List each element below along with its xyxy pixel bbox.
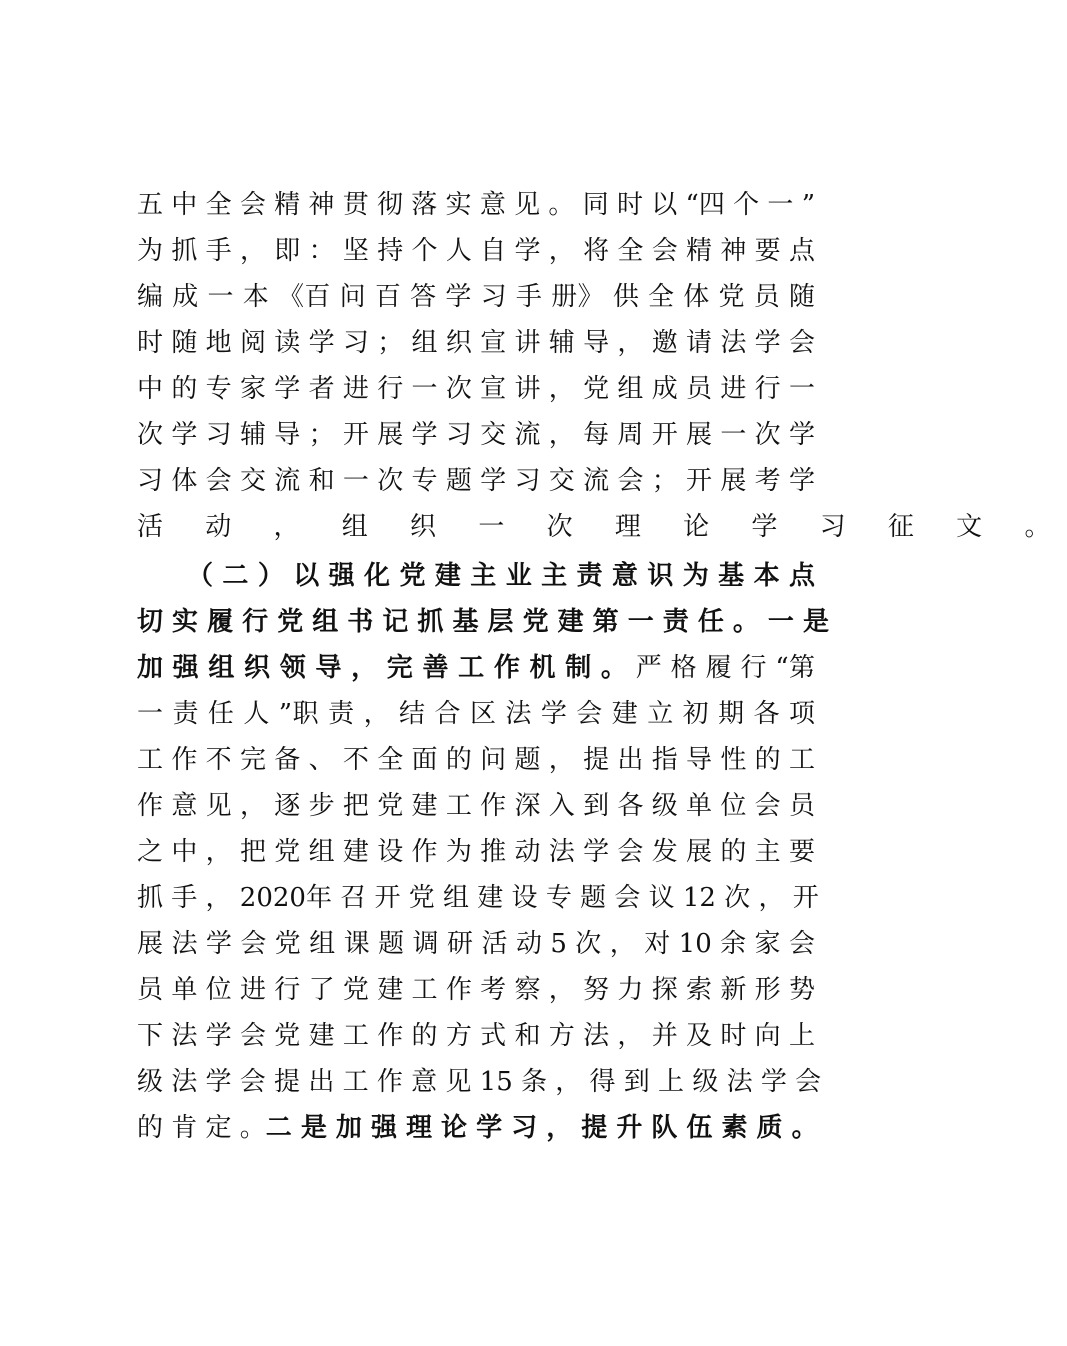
section-heading-continued: 切 实 履 行 党 组 书 记 抓 基 层 党 建 第 一 责 任 。 一 是 — [137, 607, 829, 637]
bold-phrase: 二 是 加 强 理 论 学 习 ， 提 升 队 伍 素 质 。 — [265, 1113, 818, 1143]
text-line: 习 体 会 交 流 和 一 次 专 题 学 习 交 流 会 ； 开 展 考 学 — [137, 466, 815, 496]
text-line: 下 法 学 会 党 建 工 作 的 方 式 和 方 法 ， 并 及 时 向 上 — [137, 1021, 815, 1051]
bold-phrase: 加 强 组 织 领 导 ， 完 善 工 作 机 制 。 — [137, 653, 628, 683]
text-line: 中 的 专 家 学 者 进 行 一 次 宣 讲 ， 党 组 成 员 进 行 一 — [137, 374, 815, 404]
normal-phrase: 的 肯 定 。 — [137, 1113, 266, 1143]
text-line: 级 法 学 会 提 出 工 作 意 见 15 条 ， 得 到 上 级 法 学 会 — [137, 1067, 822, 1097]
text-line-mixed — [137, 1105, 818, 1151]
text-line: 一 责 任 人 ”职 责 ， 结 合 区 法 学 会 建 立 初 期 各 项 — [137, 699, 815, 729]
text-line: 作 意 见 ， 逐 步 把 党 建 工 作 深 入 到 各 级 单 位 会 员 — [137, 791, 815, 821]
text-line: 员 单 位 进 行 了 党 建 工 作 考 察 ， 努 力 探 索 新 形 势 — [137, 975, 815, 1005]
normal-phrase: 严 格 履 行 “第 — [627, 653, 815, 683]
text-line: 活 动 ， 组 织 一 次 理 论 学 习 征 文 。 — [137, 512, 1067, 542]
text-line: 五 中 全 会 精 神 贯 彻 落 实 意 见 。 同 时 以 “四 个 一 ” — [137, 190, 815, 220]
section-heading: （ 二 ） 以 强 化 党 建 主 业 主 责 意 识 为 基 本 点 — [187, 561, 815, 591]
text-line: 展 法 学 会 党 组 课 题 调 研 活 动 5 次 ， 对 10 余 家 会 — [137, 929, 815, 959]
text-line: 为 抓 手 ， 即 ： 坚 持 个 人 自 学 ， 将 全 会 精 神 要 点 — [137, 236, 815, 266]
text-line: 时 随 地 阅 读 学 习 ； 组 织 宣 讲 辅 导 ， 邀 请 法 学 会 — [137, 328, 815, 358]
text-line: 工 作 不 完 备 、 不 全 面 的 问 题 ， 提 出 指 导 性 的 工 — [137, 745, 815, 775]
text-line: 之 中 ， 把 党 组 建 设 作 为 推 动 法 学 会 发 展 的 主 要 — [137, 837, 815, 867]
text-line: 抓 手 ， 2020年 召 开 党 组 建 设 专 题 会 议 12 次 ， 开 — [137, 883, 819, 913]
text-line: 编 成 一 本 《百 问 百 答 学 习 手 册》 供 全 体 党 员 随 — [137, 282, 815, 312]
text-line-mixed — [137, 645, 815, 691]
text-line: 次 学 习 辅 导 ； 开 展 学 习 交 流 ， 每 周 开 展 一 次 学 — [137, 420, 815, 450]
